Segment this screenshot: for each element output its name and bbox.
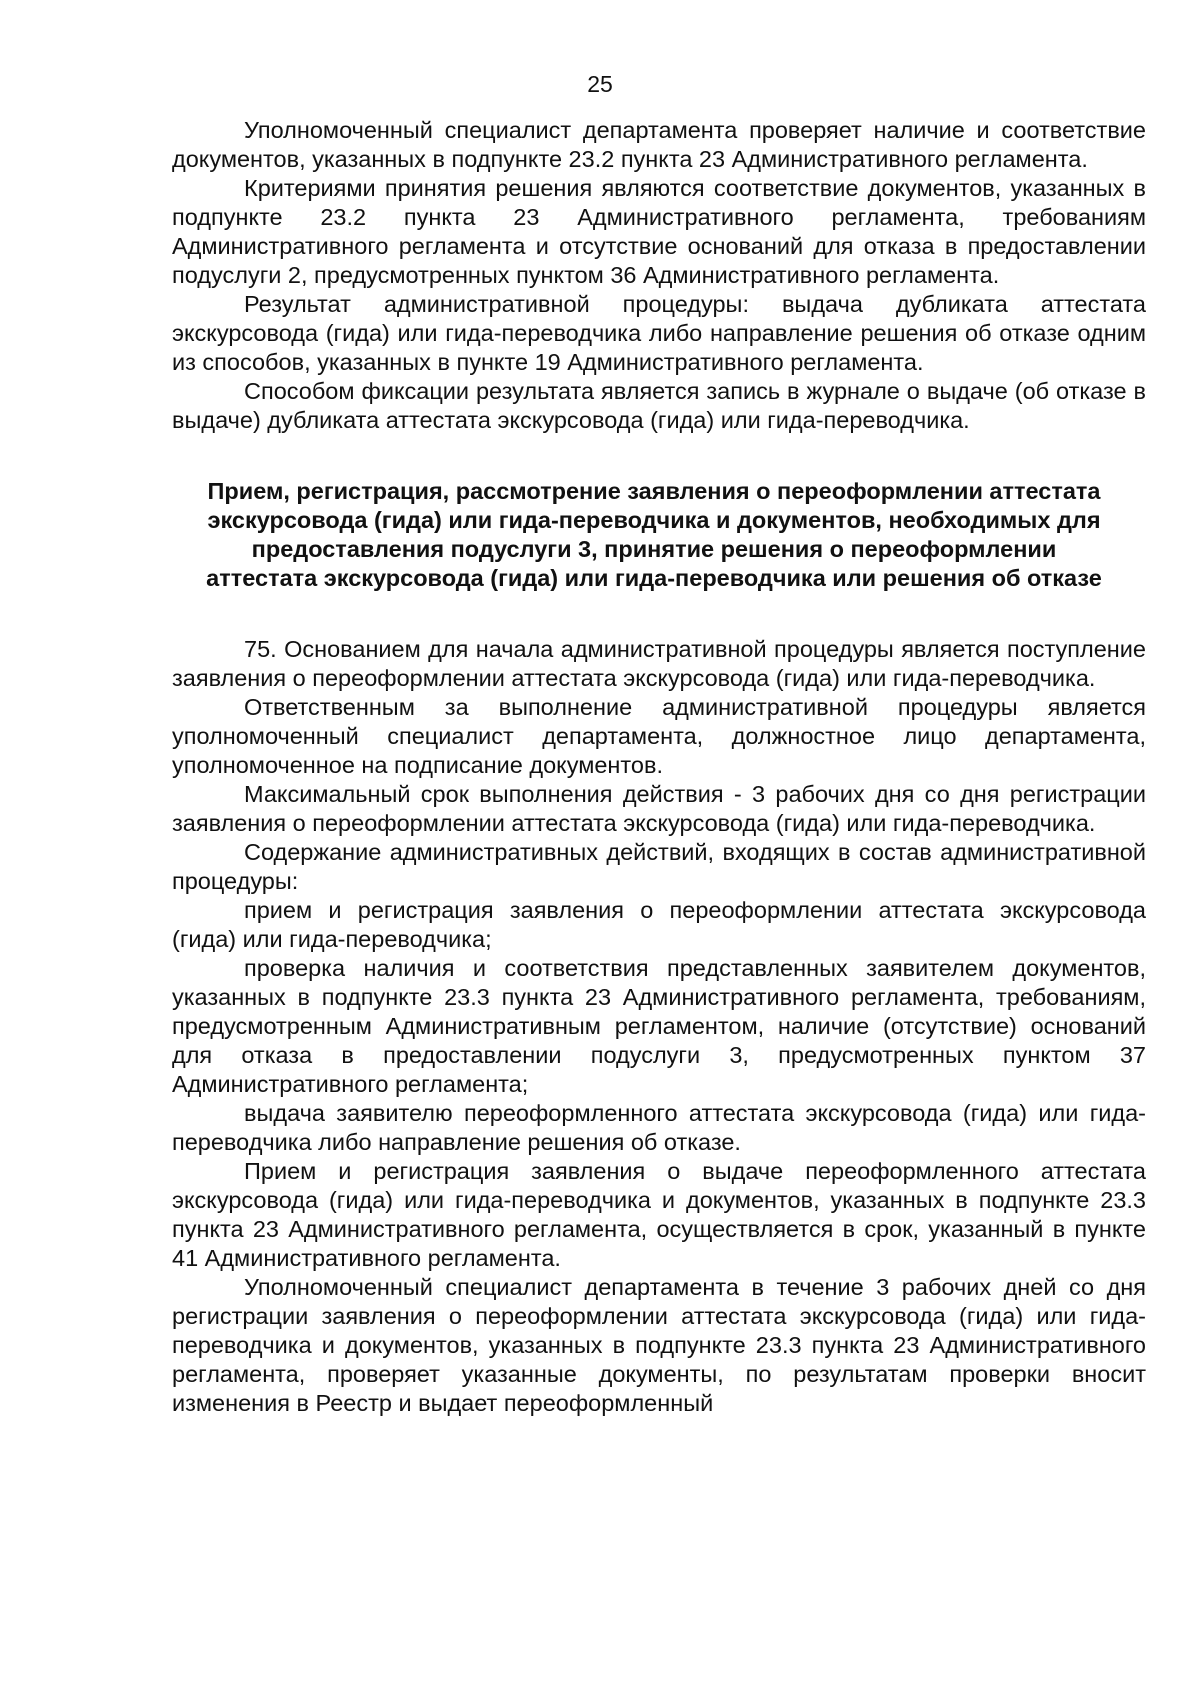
paragraph: Содержание административных действий, входящих в состав административной процедуры: [172,839,1146,894]
paragraph: Критериями принятия решения являются соответствие документов, указанных в подпункте 23.2 пункта 23 Административного регламента, требованиям Административного регламента и отсутствие оснований для отказа в предоставлении подуслуги 2, предусмотренных пунктом 36 Административного регламента. [172,175,1146,288]
paragraph: Ответственным за выполнение административной процедуры является уполномоченный специалист департамента, должностное лицо департамента, уполномоченное на подписание документов. [172,694,1146,778]
section-heading: Прием, регистрация, рассмотрение заявления о переоформлении аттестата экскурсовода (гида) или гида-переводчика и документов, необходимых для предоставления подуслуги 3, принятие решения о переоформлении аттестата экскурсовода (гида) или гида-переводчика или решения об отказе [206,478,1102,591]
page-number: 25 [587,71,613,97]
paragraph: выдача заявителю переоформленного аттестата экскурсовода (гида) или гида-переводчика либо направление решения об отказе. [172,1100,1146,1155]
paragraph: Способом фиксации результата является запись в журнале о выдаче (об отказе в выдаче) дубликата аттестата экскурсовода (гида) или гида-переводчика. [172,378,1146,433]
paragraph: 75. Основанием для начала административной процедуры является поступление заявления о переоформлении аттестата экскурсовода (гида) или гида-переводчика. [172,636,1146,691]
document-body [172,116,1146,1418]
paragraph: Уполномоченный специалист департамента проверяет наличие и соответствие документов, указанных в подпункте 23.2 пункта 23 Административного регламента. [172,117,1146,172]
paragraph: Результат административной процедуры: выдача дубликата аттестата экскурсовода (гида) или гида-переводчика либо направление решения об отказе одним из способов, указанных в пункте 19 Административного регламента. [172,291,1146,375]
paragraph: прием и регистрация заявления о переоформлении аттестата экскурсовода (гида) или гида-переводчика; [172,897,1146,952]
paragraph: проверка наличия и соответствия представленных заявителем документов, указанных в подпункте 23.3 пункта 23 Административного регламента, требованиям, предусмотренным Административным регламентом, наличие (отсутствие) оснований для отказа в предоставлении подуслуги 3, предусмотренных пунктом 37 Административного регламента; [172,955,1146,1097]
paragraph: Максимальный срок выполнения действия - 3 рабочих дня со дня регистрации заявления о переоформлении аттестата экскурсовода (гида) или гида-переводчика. [172,781,1146,836]
paragraph: Прием и регистрация заявления о выдаче переоформленного аттестата экскурсовода (гида) или гида-переводчика и документов, указанных в подпункте 23.3 пункта 23 Административного регламента, осуществляется в срок, указанный в пункте 41 Административного регламента. [172,1158,1146,1271]
paragraph: Уполномоченный специалист департамента в течение 3 рабочих дней со дня регистрации заявления о переоформлении аттестата экскурсовода (гида) или гида-переводчика и документов, указанных в подпункте 23.3 пункта 23 Административного регламента, проверяет указанные документы, по результатам проверки вносит изменения в Реестр и выдает переоформленный [172,1274,1146,1416]
